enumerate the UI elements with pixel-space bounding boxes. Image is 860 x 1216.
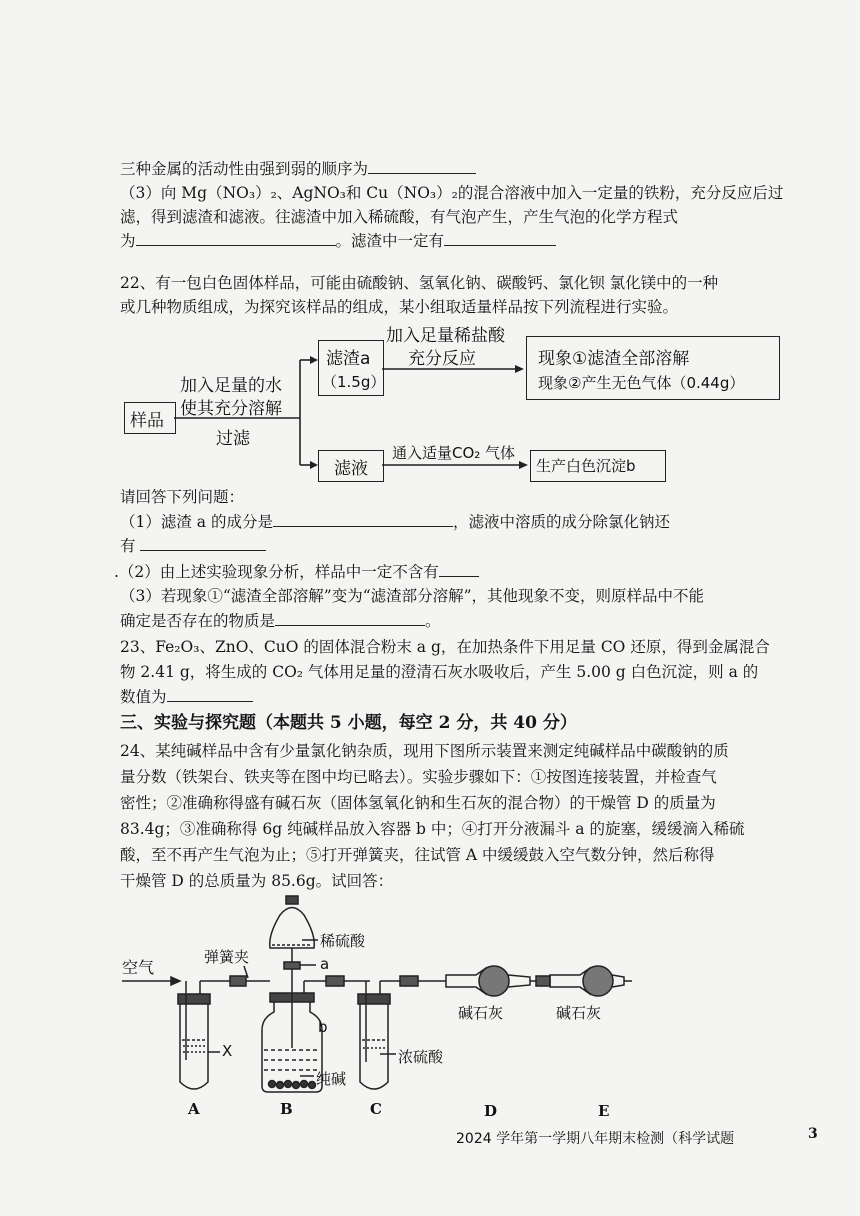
conc-acid-label: 浓硫酸: [398, 1048, 444, 1066]
q24-line4: 83.4g；③准确称得 6g 纯碱样品放入容器 b 中；④打开分液漏斗 a 的旋塞，缓缓滴入稀硫: [120, 820, 745, 838]
q24-line1: 24、某纯碱样品中含有少量氯化钠杂质，现用下图所示装置来测定纯碱样品中碳酸钠的质: [120, 742, 729, 760]
q21-line4-suffix: 。滤渣中一定有: [335, 232, 445, 250]
co2-step: 通入适量CO₂ 气体: [392, 444, 516, 462]
q22-a3-line1: （3）若现象①“滤渣全部溶解”变为“滤渣部分溶解”，其他现象不变，则原样品中不能: [120, 587, 705, 605]
precipitate-label: 生产白色沉淀b: [536, 457, 636, 475]
residue-mass: （1.5g）: [322, 373, 386, 391]
apparatus-e-letter: E: [598, 1102, 610, 1120]
q22-a1-part2: ，滤液中溶质的成分除氯化钠还: [452, 513, 670, 531]
apparatus-d-letter: D: [484, 1102, 498, 1120]
q24-line5: 酸，至不再产生气泡为止；⑤打开弹簧夹，往试管 A 中缓缓鼓入空气数分钟，然后称得: [120, 846, 715, 864]
step1-bottom: 过滤: [216, 429, 250, 449]
x-label: X: [222, 1042, 233, 1060]
lime-e-label: 碱石灰: [556, 1004, 602, 1022]
filtrate-label: 滤液: [334, 459, 368, 479]
clamp-label: 弹簧夹: [204, 948, 250, 966]
air-label: 空气: [122, 958, 155, 977]
q21-line1-text: 三种金属的活动性由强到弱的顺序为: [120, 160, 369, 178]
apparatus-b-letter: B: [280, 1100, 293, 1118]
q22-a3-text: 确定是否存在的物质是: [120, 612, 276, 630]
phenomenon1: 现象①滤渣全部溶解: [538, 349, 690, 369]
q22-a1-part3: 有: [120, 537, 136, 555]
phenomenon2: 现象②产生无色气体（0.44g）: [538, 374, 745, 392]
apparatus-a-letter: A: [188, 1100, 200, 1118]
q24-line2: 量分数（铁架台、铁夹等在图中均已略去）。实验步骤如下：①按图连接装置，并检查气: [120, 768, 717, 786]
soda-label: 纯碱: [316, 1070, 347, 1088]
container-b-label: b: [318, 1018, 328, 1036]
q22-line1: 22、有一包白色固体样品，可能由硫酸钠、氢氧化钠、碳酸钙、氯化钡 氯化镁中的一种: [120, 274, 719, 292]
q24-line6: 干燥管 D 的总质量为 85.6g。试回答：: [120, 872, 394, 890]
sample-label: 样品: [130, 411, 164, 431]
lime-d-label: 碱石灰: [458, 1004, 504, 1022]
acid-step-top: 加入足量稀盐酸: [386, 326, 505, 346]
page-number: 3: [808, 1126, 818, 1142]
q23-line1: 23、Fe₂O₃、ZnO、CuO 的固体混合粉末 a g，在加热条件下用足量 CO 还原，得到金属混合: [120, 638, 770, 656]
q22-a2-text: .（2）由上述实验现象分析，样品中一定不含有: [114, 563, 439, 581]
step1-mid: 使其充分溶解: [180, 399, 282, 419]
q22-a3-end: 。: [425, 612, 441, 630]
q23-line3-text: 数值为: [120, 688, 167, 706]
apparatus-c-letter: C: [370, 1100, 382, 1118]
q22-prompt: 请回答下列问题：: [120, 488, 245, 506]
step1-top: 加入足量的水: [180, 376, 282, 396]
acid-label: 稀硫酸: [320, 932, 366, 950]
residue-label: 滤渣a: [326, 349, 371, 369]
q21-line2: （3）向 Mg（NO₃）₂、AgNO₃和 Cu（NO₃）₂的混合溶液中加入一定量的铁粉，充分反应后过: [120, 184, 784, 202]
q22-a1-part1: （1）滤渣 a 的成分是: [120, 513, 273, 531]
q24-line3: 密性；②准确称得盛有碱石灰（固体氢氧化钠和生石灰的混合物）的干燥管 D 的质量为: [120, 794, 716, 812]
q21-line3: 滤，得到滤渣和滤液。往滤渣中加入稀硫酸，有气泡产生，产生气泡的化学方程式: [120, 208, 679, 226]
q21-line4-prefix: 为: [120, 232, 136, 250]
q23-line2: 物 2.41 g，将生成的 CO₂ 气体用足量的澄清石灰水吸收后，产生 5.00 g 白色沉淀，则 a 的: [120, 663, 759, 681]
section3-title: 三、实验与探究题（本题共 5 小题，每空 2 分，共 40 分）: [120, 713, 577, 733]
funnel-a-label: a: [320, 955, 330, 973]
page-footer: 2024 学年第一学期八年期末检测（科学试题: [456, 1131, 735, 1147]
acid-step-bottom: 充分反应: [408, 349, 476, 369]
q22-line2: 或几种物质组成，为探究该样品的组成，某小组取适量样品按下列流程进行实验。: [120, 298, 679, 316]
